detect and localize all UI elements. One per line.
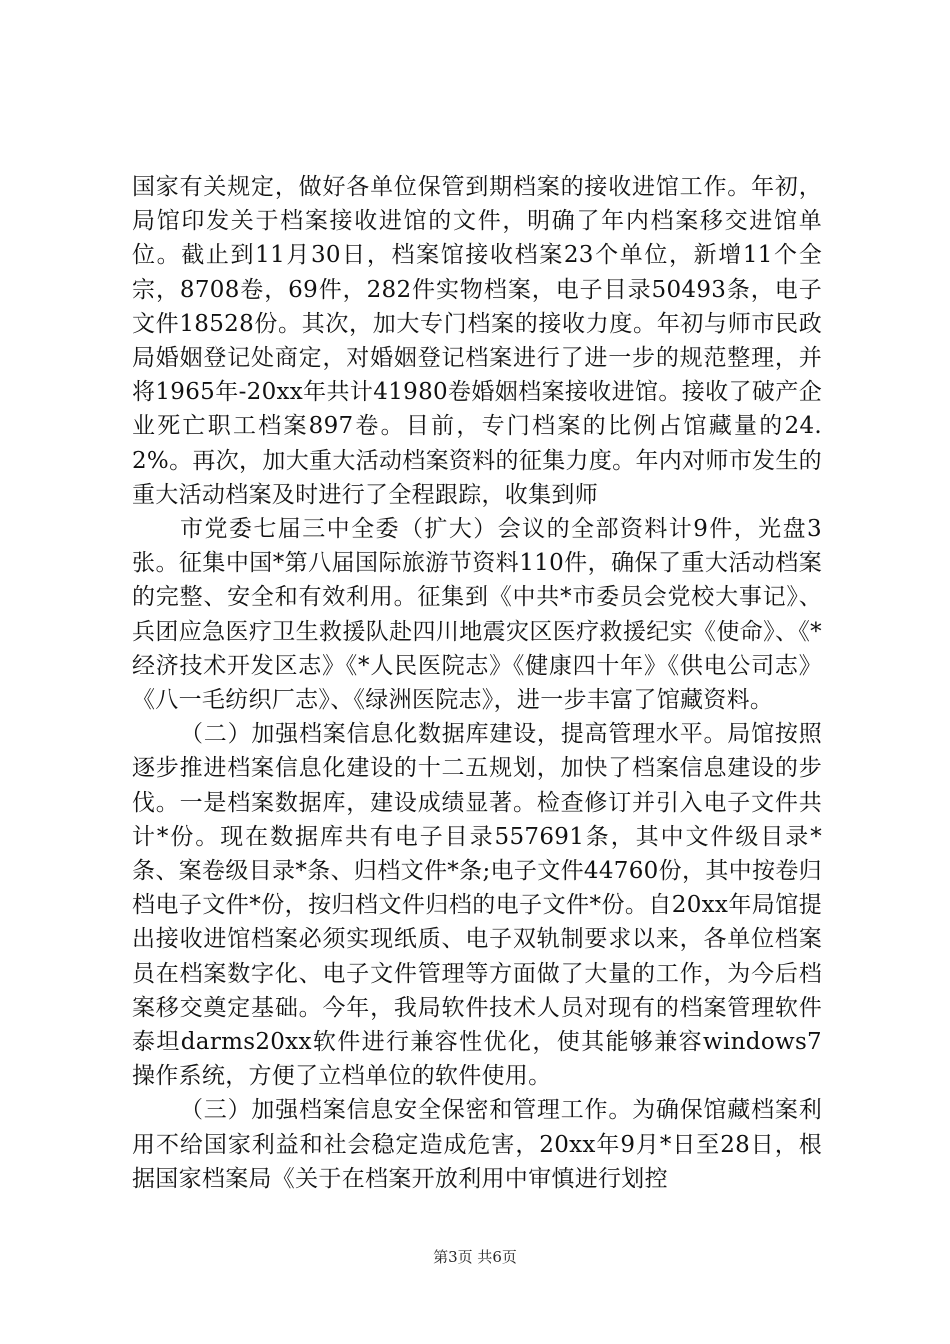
paragraph-2: 市党委七届三中全委（扩大）会议的全部资料计9件，光盘3张。征集中国*第八届国际旅游节资料110件，确保了重大活动档案的完整、安全和有效利用。征集到《中共*市委员会党校大事记》、兵团应急医疗卫生救援队赴四川地震灾区医疗救援纪实《使命》、《*经济技术开发区志》《*人民医院志》《健康四十年》《供电公司志》《八一毛纺织厂志》、《绿洲医院志》，进一步丰富了馆藏资料。 bbox=[132, 516, 822, 714]
paragraph-3: （二）加强档案信息化数据库建设，提高管理水平。局馆按照逐步推进档案信息化建设的十二五规划，加快了档案信息建设的步伐。一是档案数据库，建设成绩显著。检查修订并引入电子文件共计*份。现在数据库共有电子目录557691条，其中文件级目录*条、案卷级目录*条、归档文件*条;电子文件44760份，其中按卷归档电子文件*份，按归档文件归档的电子文件*份。自20xx年局馆提出接收进馆档案必须实现纸质、电子双轨制要求以来，各单位档案员在档案数字化、电子文件管理等方面做了大量的工作，为今后档案移交奠定基础。今年，我局软件技术人员对现有的档案管理软件泰坦darms20xx软件进行兼容性优化，使其能够兼容windows7操作系统，方便了立档单位的软件使用。 bbox=[132, 721, 822, 1090]
paragraph-1: 国家有关规定，做好各单位保管到期档案的接收进馆工作。年初，局馆印发关于档案接收进馆的文件，明确了年内档案移交进馆单位。截止到11月30日，档案馆接收档案23个单位，新增11个全宗，8708卷，69件，282件实物档案，电子目录50493条，电子文件18528份。其次，加大专门档案的接收力度。年初与师市民政局婚姻登记处商定，对婚姻登记档案进行了进一步的规范整理，并将1965年-20xx年共计41980卷婚姻档案接收进馆。接收了破产企业死亡职工档案897卷。目前，专门档案的比例占馆藏量的24.2%。再次，加大重大活动档案资料的征集力度。年内对师市发生的重大活动档案及时进行了全程跟踪，收集到师 bbox=[132, 174, 822, 508]
body-text bbox=[132, 170, 822, 1196]
page-number-footer: 第3页 共6页 bbox=[433, 1248, 517, 1266]
paragraph-4: （三）加强档案信息安全保密和管理工作。为确保馆藏档案利用不给国家利益和社会稳定造成危害，20xx年9月*日至28日，根据国家档案局《关于在档案开放利用中审慎进行划控 bbox=[132, 1097, 822, 1192]
